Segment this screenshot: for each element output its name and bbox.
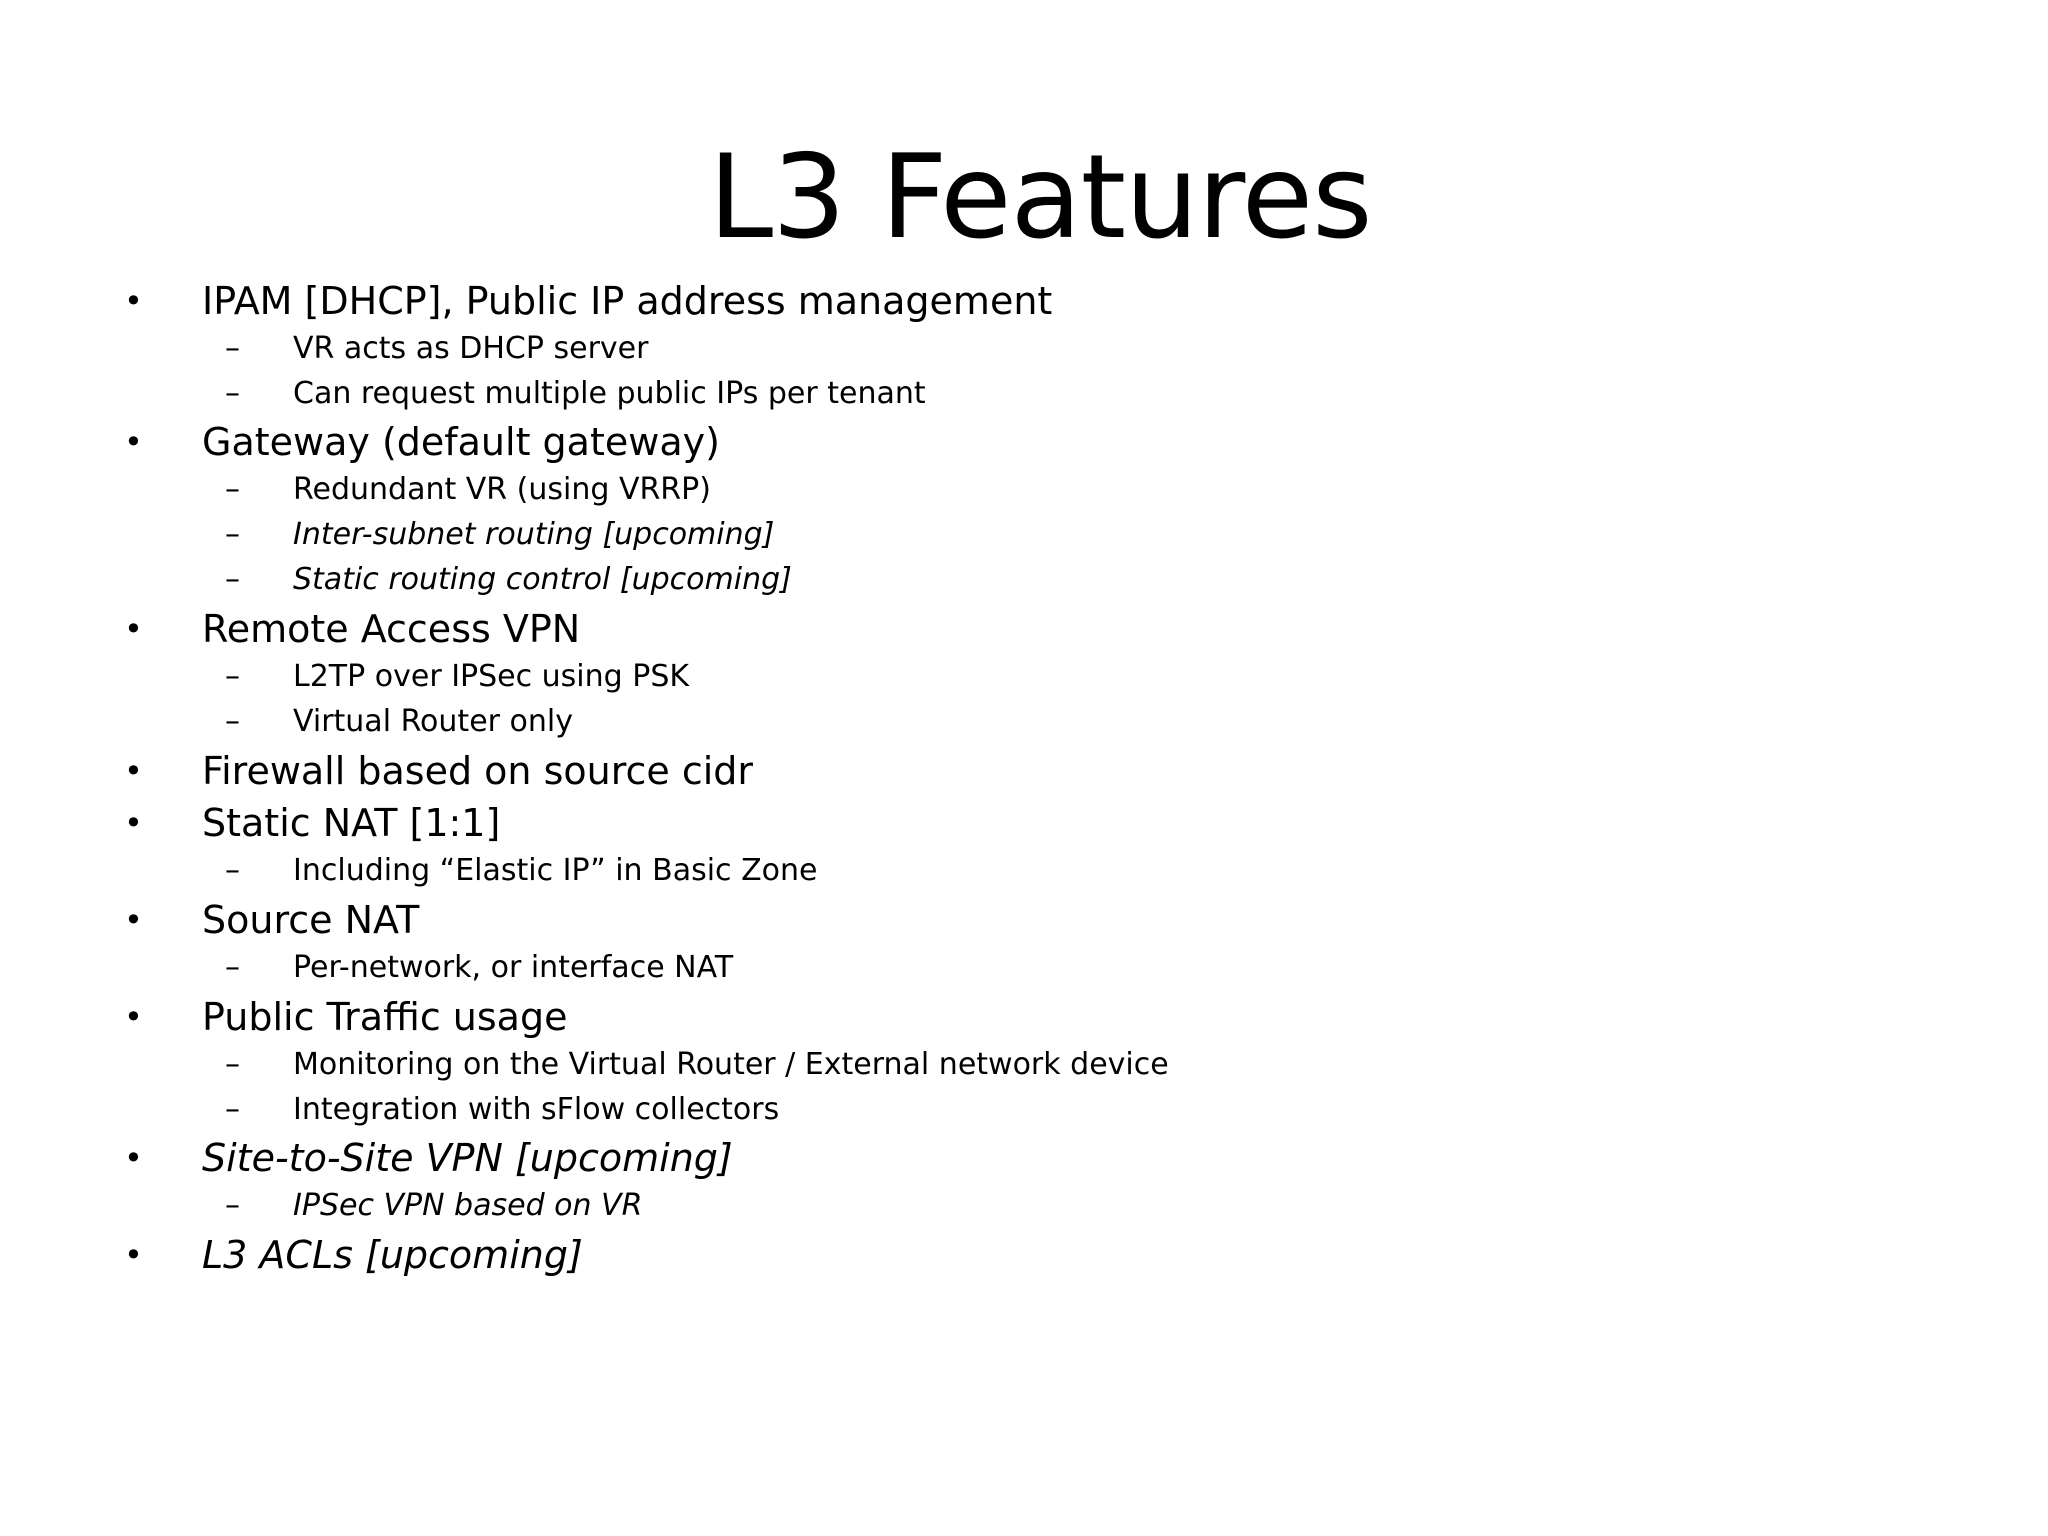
dash-marker: – <box>225 517 240 552</box>
list-item-text: Per-network, or interface NAT <box>293 950 734 985</box>
list-item-text: Source NAT <box>202 898 420 942</box>
list-item-text: Redundant VR (using VRRP) <box>293 472 711 507</box>
dash-marker: – <box>225 659 240 694</box>
bullet-marker: • <box>124 901 143 939</box>
list-item-text: Inter-subnet routing [upcoming] <box>293 517 775 552</box>
list-item-text: Public Traffic usage <box>202 995 568 1039</box>
list-item-text: Firewall based on source cidr <box>202 749 754 793</box>
slide-title: L3 Features <box>708 130 1372 265</box>
dash-marker: – <box>225 1188 240 1223</box>
bullet-marker: • <box>124 752 143 790</box>
dash-marker: – <box>225 950 240 985</box>
list-item-text: IPAM [DHCP], Public IP address management <box>202 279 1053 323</box>
dash-marker: – <box>225 562 240 597</box>
list-item-text: Static routing control [upcoming] <box>293 562 792 597</box>
dash-marker: – <box>225 376 240 411</box>
dash-marker: – <box>225 472 240 507</box>
dash-marker: – <box>225 704 240 739</box>
dash-marker: – <box>225 1092 240 1127</box>
bullet-marker: • <box>124 1236 143 1274</box>
list-item-text: Site-to-Site VPN [upcoming] <box>202 1136 733 1180</box>
bullet-marker: • <box>124 804 143 842</box>
dash-marker: – <box>225 1047 240 1082</box>
bullet-marker: • <box>124 1139 143 1177</box>
list-item-text: Virtual Router only <box>293 704 573 739</box>
dash-marker: – <box>225 853 240 888</box>
list-item-text: Can request multiple public IPs per tenant <box>293 376 926 411</box>
list-item-text: Static NAT [1:1] <box>202 801 501 845</box>
list-item-text: Integration with sFlow collectors <box>293 1092 780 1127</box>
list-item-text: L3 ACLs [upcoming] <box>202 1233 583 1277</box>
bullet-marker: • <box>124 998 143 1036</box>
dash-marker: – <box>225 331 240 366</box>
bullet-marker: • <box>124 282 143 320</box>
list-item-text: Monitoring on the Virtual Router / External network device <box>293 1047 1169 1082</box>
list-item-text: Remote Access VPN <box>202 607 581 651</box>
bullet-marker: • <box>124 423 143 461</box>
list-item-text: L2TP over IPSec using PSK <box>293 659 690 694</box>
list-item-text: Including “Elastic IP” in Basic Zone <box>293 853 818 888</box>
list-item-text: IPSec VPN based on VR <box>293 1188 643 1223</box>
list-item-text: Gateway (default gateway) <box>202 420 720 464</box>
list-item-text: VR acts as DHCP server <box>293 331 649 366</box>
bullet-marker: • <box>124 610 143 648</box>
